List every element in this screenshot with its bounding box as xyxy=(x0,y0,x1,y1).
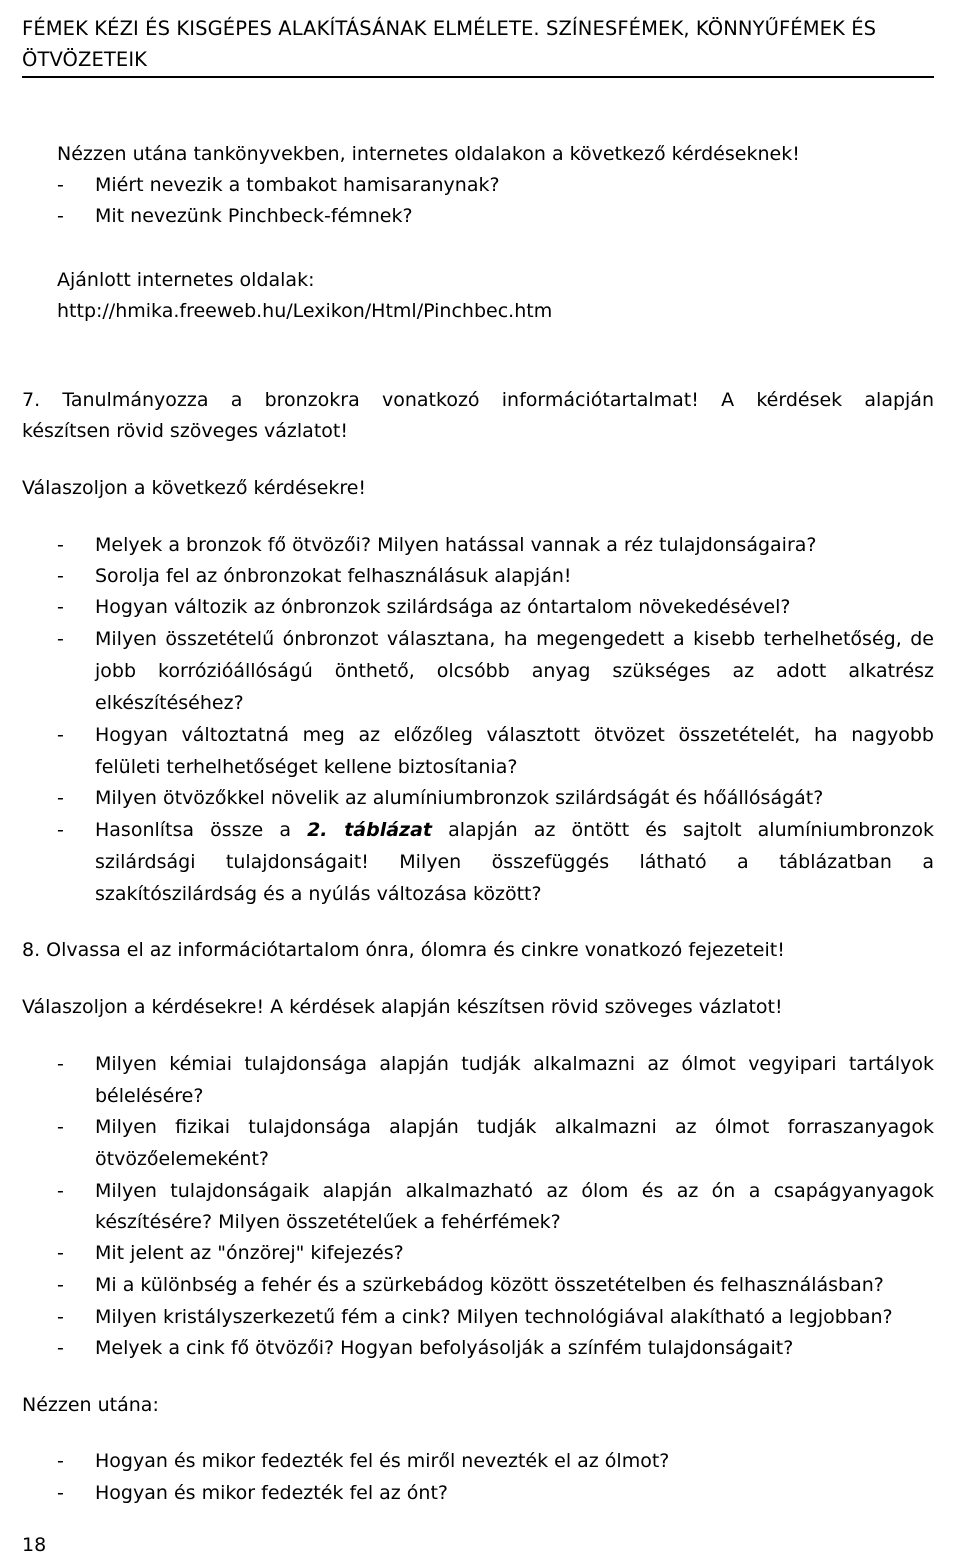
bullet-dash: - xyxy=(57,787,64,809)
task8-heading: 8. Olvassa el az információtartalom ónra, ólomra és cinkre vonatkozó fejezeteit! xyxy=(22,939,785,961)
bullet-dash: - xyxy=(57,1450,64,1472)
bullet-dash: - xyxy=(57,1242,64,1264)
task7-question-5-line1: Hogyan változtatná meg az előzőleg választott ötvözet összetételét, ha nagyobb xyxy=(95,724,934,746)
research-question-2: Hogyan és mikor fedezték fel az ónt? xyxy=(95,1482,448,1504)
task7-question-7-line2: szilárdsági tulajdonságait! Milyen összefüggés látható a táblázatban a xyxy=(95,851,934,873)
bullet-dash: - xyxy=(57,1053,64,1075)
task7-question-2: Sorolja fel az ónbronzokat felhasználásuk alapján! xyxy=(95,565,572,587)
bullet-dash: - xyxy=(57,1482,64,1504)
page-number: 18 xyxy=(22,1534,47,1556)
task8-question-2-line1: Milyen fizikai tulajdonsága alapján tudják alkalmazni az ólmot forraszanyagok xyxy=(95,1116,934,1138)
links-label: Ajánlott internetes oldalak: xyxy=(57,269,315,291)
task7-question-3: Hogyan változik az ónbronzok szilárdsága az óntartalom növekedésével? xyxy=(95,596,791,618)
task7-question-5-line2: felületi terhelhetőséget kellene biztosítania? xyxy=(95,756,518,778)
task7-question-4-line1: Milyen összetételű ónbronzot választana, ha megengedett a kisebb terhelhetőség, de xyxy=(95,628,934,650)
bullet-dash: - xyxy=(57,724,64,746)
bullet-dash: - xyxy=(57,596,64,618)
task8-question-5: Mi a különbség a fehér és a szürkebádog között összetételben és felhasználásban? xyxy=(95,1274,884,1296)
bullet-dash: - xyxy=(57,1306,64,1328)
header-divider xyxy=(22,76,934,78)
task8-question-1-line2: bélelésére? xyxy=(95,1085,204,1107)
task7-question-7-pre: Hasonlítsa össze a xyxy=(95,819,291,841)
task7-question-7-line3: szakítószilárdság és a nyúlás változása között? xyxy=(95,883,542,905)
bullet-dash: - xyxy=(57,628,64,650)
task8-question-4: Mit jelent az "ónzörej" kifejezés? xyxy=(95,1242,404,1264)
table-reference: 2. táblázat xyxy=(307,819,432,841)
task7-heading-line2: készítsen rövid szöveges vázlatot! xyxy=(22,420,348,442)
bullet-dash: - xyxy=(57,205,64,227)
research-label: Nézzen utána: xyxy=(22,1394,159,1416)
task8-question-3-line1: Milyen tulajdonságaik alapján alkalmazható az ólom és az ón a csapágyanyagok xyxy=(95,1180,934,1202)
task8-question-2-line2: ötvözőelemeként? xyxy=(95,1148,269,1170)
intro-question-2: Mit nevezünk Pinchbeck-fémnek? xyxy=(95,205,413,227)
reference-link[interactable]: http://hmika.freeweb.hu/Lexikon/Html/Pinchbec.htm xyxy=(57,300,553,322)
bullet-dash: - xyxy=(57,1337,64,1359)
bullet-dash: - xyxy=(57,1116,64,1138)
bullet-dash: - xyxy=(57,174,64,196)
task7-heading-line1: 7. Tanulmányozza a bronzokra vonatkozó információtartalmat! A kérdések alapján xyxy=(22,389,934,411)
page-header-title: FÉMEK KÉZI ÉS KISGÉPES ALAKÍTÁSÁNAK ELMÉLETE. SZÍNESFÉMEK, KÖNNYŰFÉMEK ÉS ÖTVÖZETEIK xyxy=(22,17,877,71)
task8-question-3-line2: készítésére? Milyen összetételűek a fehérfémek? xyxy=(95,1211,561,1233)
task7-question-4-line3: elkészítéséhez? xyxy=(95,692,244,714)
bullet-dash: - xyxy=(57,1274,64,1296)
intro-prompt: Nézzen utána tankönyvekben, internetes oldalakon a következő kérdéseknek! xyxy=(57,143,800,165)
task8-question-1-line1: Milyen kémiai tulajdonsága alapján tudják alkalmazni az ólmot vegyipari tartályok xyxy=(95,1053,934,1075)
task7-question-1: Melyek a bronzok fő ötvözői? Milyen hatással vannak a réz tulajdonságaira? xyxy=(95,534,817,556)
bullet-dash: - xyxy=(57,565,64,587)
task7-answer-prompt: Válaszoljon a következő kérdésekre! xyxy=(22,477,367,499)
research-question-1: Hogyan és mikor fedezték fel és miről nevezték el az ólmot? xyxy=(95,1450,670,1472)
task7-question-6: Milyen ötvözőkkel növelik az alumíniumbronzok szilárdságát és hőállóságát? xyxy=(95,787,824,809)
task7-question-4-line2: jobb korrózióállóságú önthető, olcsóbb anyag szükséges az adott alkatrész xyxy=(95,660,934,682)
task8-answer-prompt: Válaszoljon a kérdésekre! A kérdések alapján készítsen rövid szöveges vázlatot! xyxy=(22,996,783,1018)
intro-question-1: Miért nevezik a tombakot hamisaranynak? xyxy=(95,174,500,196)
task7-question-7-line1 xyxy=(95,818,934,842)
task7-question-7-post: alapján az öntött és sajtolt alumíniumbronzok xyxy=(448,819,934,841)
bullet-dash: - xyxy=(57,1180,64,1202)
bullet-dash: - xyxy=(57,534,64,556)
task8-question-6: Milyen kristályszerkezetű fém a cink? Milyen technológiával alakítható a legjobban? xyxy=(95,1306,893,1328)
task8-question-7: Melyek a cink fő ötvözői? Hogyan befolyásolják a színfém tulajdonságait? xyxy=(95,1337,794,1359)
bullet-dash: - xyxy=(57,819,64,841)
